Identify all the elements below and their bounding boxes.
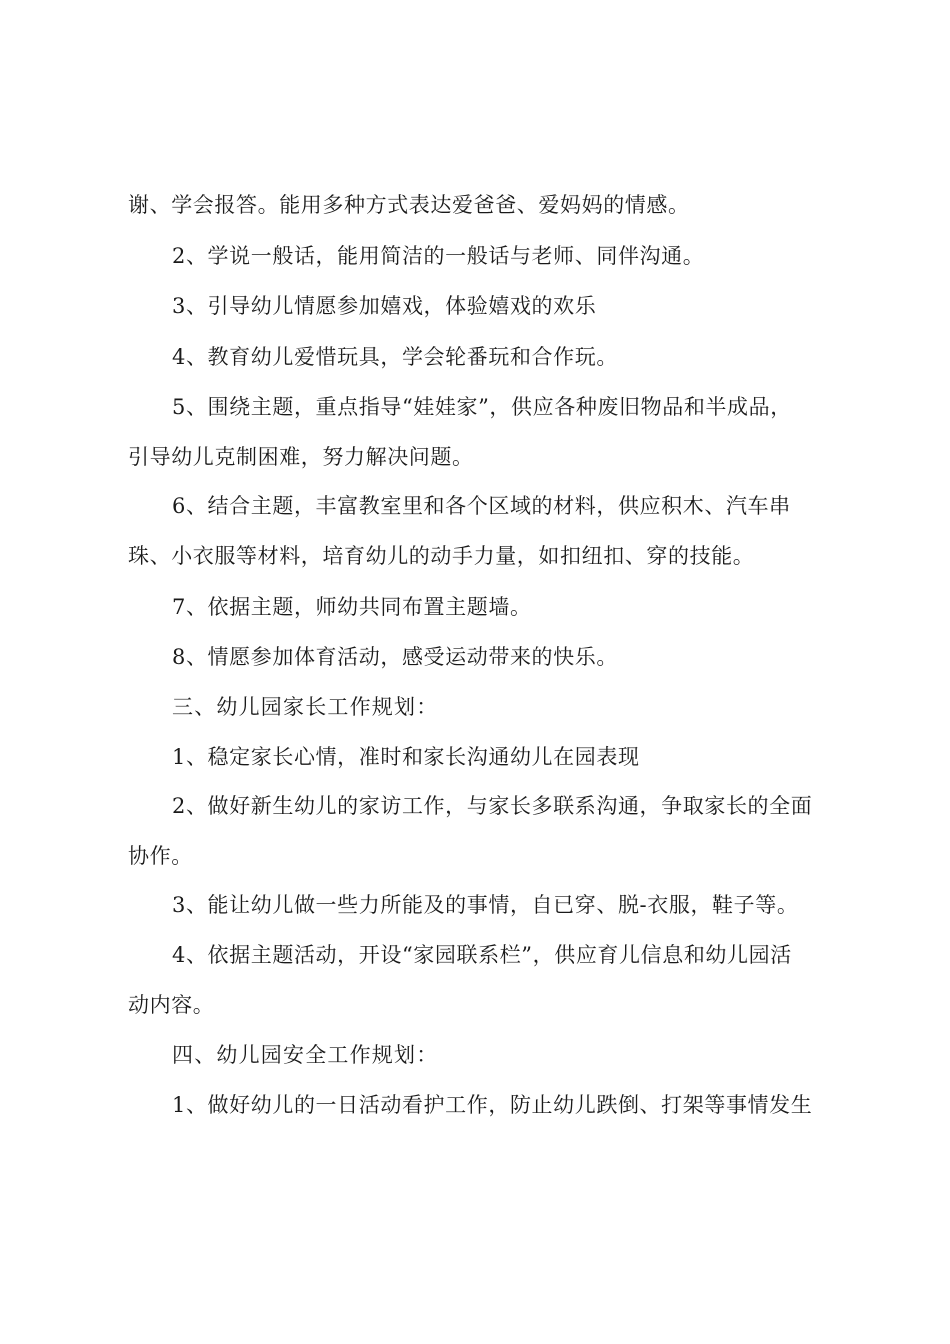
list-item-8: 8、情愿参加体育活动，感受运动带来的快乐。 xyxy=(172,645,618,669)
section-heading: 三、幼儿园家长工作规划： xyxy=(172,695,439,719)
list-item-3: 3、引导幼儿情愿参加嬉戏，体验嬉戏的欢乐 xyxy=(172,294,597,318)
list-item-1: 1、稳定家长心情，准时和家长沟通幼儿在园表现 xyxy=(172,745,640,769)
section-heading: 四、幼儿园安全工作规划： xyxy=(172,1043,439,1067)
list-item-2: 2、学说一般话，能用简洁的一般话与老师、同伴沟通。 xyxy=(172,244,705,268)
text-line: 珠、小衣服等材料，培育幼儿的动手力量，如扣纽扣、穿的技能。 xyxy=(128,544,755,568)
text-line: 动内容。 xyxy=(128,993,215,1017)
list-item-3: 3、能让幼儿做一些力所能及的事情，自已穿、脱-衣服，鞋子等。 xyxy=(172,893,799,917)
text-line: 协作。 xyxy=(128,844,193,868)
list-item-7: 7、依据主题，师幼共同布置主题墙。 xyxy=(172,595,532,619)
list-item-1: 1、做好幼儿的一日活动看护工作，防止幼儿跌倒、打架等事情发生 xyxy=(172,1093,813,1117)
text-line: 谢、学会报答。能用多种方式表达爱爸爸、爱妈妈的情感。 xyxy=(128,193,690,217)
list-item-6: 6、结合主题，丰富教室里和各个区域的材料，供应积木、汽车串 xyxy=(172,494,791,518)
list-item-5: 5、围绕主题，重点指导“娃娃家”，供应各种废旧物品和半成品， xyxy=(172,395,792,419)
list-item-4: 4、教育幼儿爱惜玩具，学会轮番玩和合作玩。 xyxy=(172,345,618,369)
list-item-4: 4、依据主题活动，开设“家园联系栏”，供应育儿信息和幼儿园活 xyxy=(172,943,792,967)
list-item-2: 2、做好新生幼儿的家访工作，与家长多联系沟通，争取家长的全面 xyxy=(172,794,813,818)
text-line: 引导幼儿克制困难，努力解决问题。 xyxy=(128,445,474,469)
